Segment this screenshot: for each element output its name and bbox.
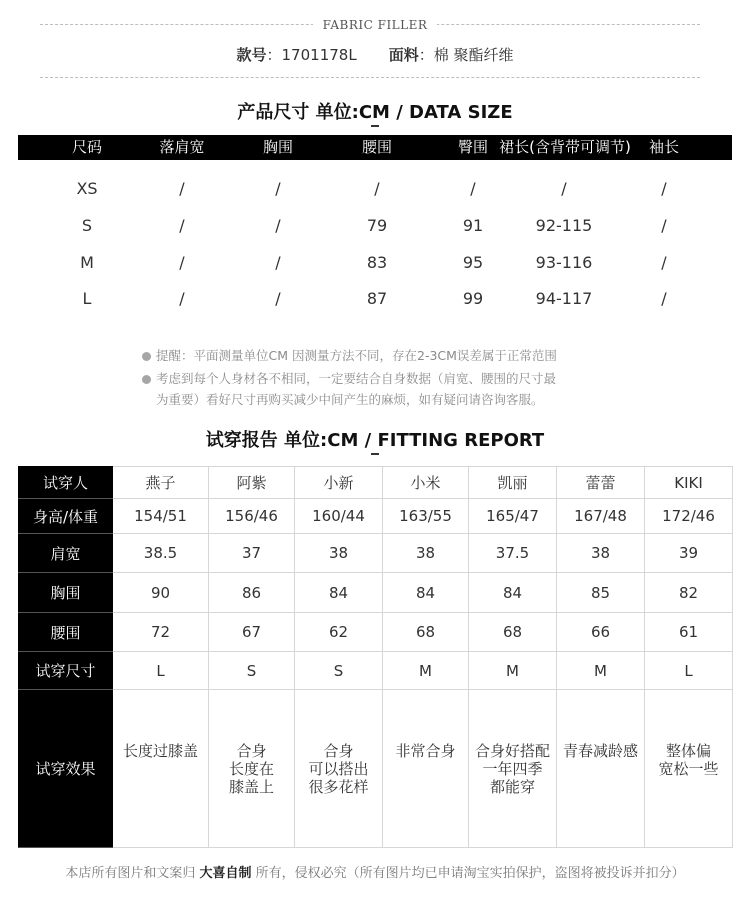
footer-text-before: 本店所有图片和文案归 [65, 866, 196, 881]
fit-cell: 38 [383, 534, 469, 573]
fit-cell: KIKI [645, 467, 733, 499]
fit-cell: 凯丽 [469, 467, 557, 499]
size-cell: / [275, 216, 281, 235]
fit-cell: 68 [469, 613, 557, 652]
size-row-xs [18, 174, 732, 204]
note-fit-advice [142, 368, 556, 410]
size-col-sleeve: 袖长 [648, 138, 679, 156]
size-col-size: 尺码 [71, 138, 102, 156]
row-header: 试穿尺寸 [19, 652, 113, 690]
fit-cell: 82 [645, 573, 733, 613]
fit-cell: 84 [295, 573, 383, 613]
fit-cell: 165/47 [469, 499, 557, 534]
fit-cell: 67 [209, 613, 295, 652]
note-measure [142, 345, 557, 366]
fit-cell: 燕子 [113, 467, 209, 499]
fit-cell: 37.5 [469, 534, 557, 573]
fit-cell: 72 [113, 613, 209, 652]
size-cell: / [275, 289, 281, 308]
size-cell: / [561, 179, 567, 198]
size-row-s [18, 211, 732, 241]
fit-cell: 蕾蕾 [557, 467, 645, 499]
fit-cell: 163/55 [383, 499, 469, 534]
effect-line: 合身 [236, 742, 267, 760]
fit-cell: 小米 [383, 467, 469, 499]
size-cell: S [81, 216, 93, 235]
fit-cell: S [209, 652, 295, 690]
size-cell: M [80, 253, 94, 272]
fit-effect-cell [209, 690, 295, 848]
fit-cell: 38.5 [113, 534, 209, 573]
size-cell: / [275, 179, 281, 198]
bullet-dot-icon [142, 352, 151, 361]
size-col-shoulder: 落肩宽 [159, 138, 205, 156]
fit-effect-cell [113, 690, 209, 848]
fit-row-height-weight [19, 499, 733, 534]
size-cell: / [661, 216, 667, 235]
fit-cell: 38 [295, 534, 383, 573]
size-cell: L [82, 289, 92, 308]
row-header: 胸围 [19, 573, 113, 613]
size-cell: 91 [462, 216, 484, 235]
effect-line: 合身 [323, 742, 354, 760]
size-cell: 95 [462, 253, 484, 272]
size-cell: 93-116 [535, 253, 593, 272]
fit-cell: 85 [557, 573, 645, 613]
size-cell: 87 [366, 289, 388, 308]
fit-row-shoulder [19, 534, 733, 573]
note-fit-text-1: 考虑到每个人身材各不相同，一定要结合自身数据（肩宽、腰围的尺寸最 [156, 371, 557, 386]
row-header: 腰围 [19, 613, 113, 652]
effect-line: 合身好搭配 [474, 742, 550, 760]
size-row-l [18, 284, 732, 314]
fit-cell: 66 [557, 613, 645, 652]
size-cell: 79 [366, 216, 388, 235]
effect-line: 青春减龄感 [562, 742, 638, 760]
copyright-footer [0, 862, 750, 881]
fit-cell: M [469, 652, 557, 690]
size-cell: 94-117 [535, 289, 593, 308]
effect-line: 整体偏 [665, 742, 711, 760]
fit-cell: 86 [209, 573, 295, 613]
row-header: 试穿效果 [19, 690, 113, 848]
row-header: 身高/体重 [19, 499, 113, 534]
size-title-text: 产品尺寸 单位:CM / DATA SIZE [237, 102, 513, 123]
fit-cell: 39 [645, 534, 733, 573]
style-value: ：1701178L [266, 46, 357, 64]
fit-cell: 62 [295, 613, 383, 652]
fabric-value: ：棉 聚酯纤维 [418, 46, 514, 64]
size-cell: 92-115 [535, 216, 593, 235]
fit-row-size [19, 652, 733, 690]
size-cell: / [179, 216, 185, 235]
effect-line: 宽松一些 [658, 760, 719, 778]
fit-row-effect [19, 690, 733, 848]
row-header: 肩宽 [19, 534, 113, 573]
effect-line: 长度过膝盖 [122, 742, 198, 760]
fit-row-waist [19, 613, 733, 652]
note-fit-text-2: 为重要）看好尺寸再购买减少中间产生的麻烦，如有疑问请咨询客服。 [156, 392, 544, 407]
size-cell: / [179, 253, 185, 272]
fit-cell: M [383, 652, 469, 690]
size-cell: / [275, 253, 281, 272]
size-cell: 99 [462, 289, 484, 308]
effect-line: 都能穿 [489, 778, 535, 796]
title-underline [371, 125, 379, 127]
size-col-chest: 胸围 [262, 138, 293, 156]
size-cell: / [179, 179, 185, 198]
size-cell: XS [76, 179, 98, 198]
size-cell: / [661, 289, 667, 308]
effect-line: 非常合身 [395, 742, 456, 760]
fit-cell: S [295, 652, 383, 690]
size-cell: / [374, 179, 380, 198]
fit-effect-cell [645, 690, 733, 848]
size-table-header [18, 135, 732, 160]
effect-line: 可以搭出 [308, 760, 369, 778]
size-section-title [0, 98, 750, 127]
fit-cell: L [645, 652, 733, 690]
fit-effect-cell [383, 690, 469, 848]
note-measure-text: 提醒：平面测量单位CM 因测量方法不同，存在2-3CM误差属于正常范围 [156, 348, 557, 363]
fabric-label: 面料 [388, 46, 419, 64]
style-label: 款号 [236, 46, 267, 64]
size-col-waist: 腰围 [361, 138, 392, 156]
fit-cell: 68 [383, 613, 469, 652]
fit-cell: 154/51 [113, 499, 209, 534]
fitting-table [18, 466, 733, 848]
effect-line: 一年四季 [482, 760, 543, 778]
fit-row-name [19, 467, 733, 499]
size-cell: 83 [366, 253, 388, 272]
footer-brand: 大喜自制 [199, 866, 252, 881]
fitting-section-title [0, 426, 750, 455]
size-col-hip: 臀围 [457, 138, 488, 156]
fit-effect-cell [557, 690, 645, 848]
fit-effect-cell [469, 690, 557, 848]
fit-cell: 84 [383, 573, 469, 613]
fit-row-chest [19, 573, 733, 613]
effect-line: 长度在 [228, 760, 274, 778]
header-title: FABRIC FILLER [313, 18, 438, 32]
title-underline [371, 453, 379, 455]
fit-cell: 172/46 [645, 499, 733, 534]
fit-cell: 160/44 [295, 499, 383, 534]
fit-cell: M [557, 652, 645, 690]
fit-effect-cell [295, 690, 383, 848]
bullet-dot-icon [142, 375, 151, 384]
fitting-title-text: 试穿报告 单位:CM / FITTING REPORT [205, 430, 545, 451]
effect-line: 膝盖上 [228, 778, 274, 796]
fit-cell: 156/46 [209, 499, 295, 534]
header-title-wrap [0, 14, 750, 33]
fit-cell: 阿紫 [209, 467, 295, 499]
size-row-m [18, 248, 732, 278]
header-divider-bottom [40, 77, 700, 78]
footer-text-after: 所有，侵权必究（所有图片均已申请淘宝实拍保护，盗图将被投诉并扣分） [255, 866, 685, 881]
row-header: 试穿人 [19, 467, 113, 499]
product-meta [0, 44, 750, 65]
fit-cell: 38 [557, 534, 645, 573]
size-cell: / [661, 253, 667, 272]
size-col-length: 裙长(含背带可调节) [499, 138, 631, 156]
fit-cell: 小新 [295, 467, 383, 499]
fit-cell: 61 [645, 613, 733, 652]
fit-cell: L [113, 652, 209, 690]
fit-cell: 84 [469, 573, 557, 613]
effect-line: 很多花样 [308, 778, 369, 796]
size-cell: / [470, 179, 476, 198]
fit-cell: 167/48 [557, 499, 645, 534]
fit-cell: 90 [113, 573, 209, 613]
fit-cell: 37 [209, 534, 295, 573]
size-cell: / [661, 179, 667, 198]
size-cell: / [179, 289, 185, 308]
